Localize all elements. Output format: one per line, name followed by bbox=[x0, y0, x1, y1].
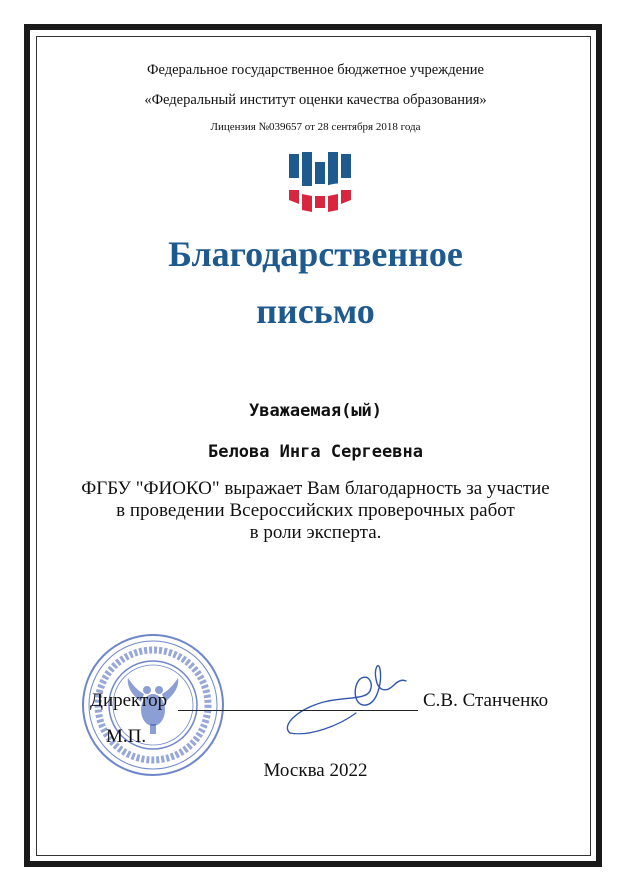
signature-line bbox=[178, 710, 418, 711]
gratitude-line-3: в роли эксперта. bbox=[249, 522, 382, 543]
salutation: Уважаемая(ый) bbox=[248, 401, 383, 421]
gratitude-text bbox=[0, 478, 631, 544]
director-name: С.В. Станченко bbox=[423, 690, 549, 711]
gratitude-line-2: в проведении Всероссийских проверочных работ bbox=[116, 500, 515, 521]
institution-name: «Федеральный институт оценки качества образования» bbox=[144, 92, 487, 108]
title-line-1: Благодарственное bbox=[168, 234, 463, 274]
license-text: Лицензия №039657 от 28 сентября 2018 года bbox=[210, 121, 421, 133]
recipient-name: Белова Инга Сергеевна bbox=[208, 442, 423, 462]
title-line-2: письмо bbox=[256, 291, 375, 331]
city-year: Москва 2022 bbox=[263, 760, 368, 781]
gratitude-line-1: ФГБУ "ФИОКО" выражает Вам благодарность за участие bbox=[81, 478, 550, 499]
handwritten-signature-icon bbox=[270, 655, 420, 745]
fioko-logo-icon bbox=[287, 152, 355, 214]
director-label: Директор bbox=[90, 690, 168, 711]
institution-type: Федеральное государственное бюджетное учреждение bbox=[147, 62, 484, 78]
stamp-place-label: М.П. bbox=[106, 726, 147, 747]
